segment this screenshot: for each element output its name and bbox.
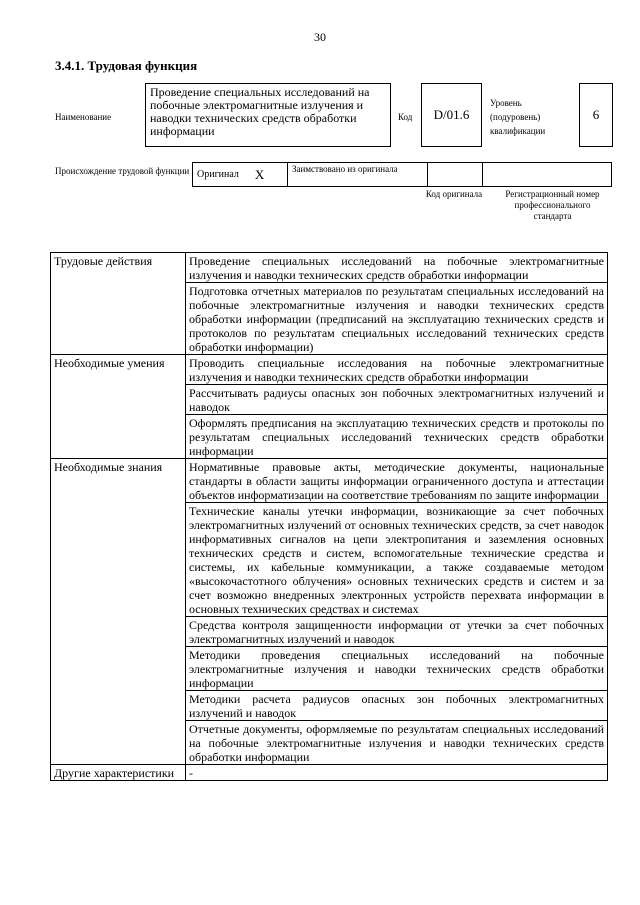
- category-cell: Другие характеристики: [51, 765, 186, 781]
- item-cell: -: [186, 765, 608, 781]
- table-row: [51, 253, 608, 283]
- item-cell: Отчетные документы, оформляемые по результатам специальных исследований на побочные электромагнитные излучения и наводки технических средств обработки информации: [186, 721, 608, 765]
- origin-original-cell: [193, 163, 288, 186]
- origin-label: Происхождение трудовой функции: [55, 166, 190, 176]
- item-cell: Рассчитывать радиусы опасных зон побочных электромагнитных излучений и наводок: [186, 385, 608, 415]
- level-value: 6: [579, 83, 613, 147]
- level-label: Уровень (подуровень) квалификации: [490, 98, 546, 136]
- item-cell: Средства контроля защищенности информации от утечки за счет побочных электромагнитных излучений и наводок: [186, 617, 608, 647]
- item-cell: Оформлять предписания на эксплуатацию технических средств и протоколы по результатам специальных исследований технических средств обработки информации: [186, 415, 608, 459]
- borrowed-label: Заимствовано из оригинала: [292, 164, 398, 174]
- item-cell: Проводить специальные исследования на побочные электромагнитные излучения и наводки технических средств обработки информации: [186, 355, 608, 385]
- original-label: Оригинал: [197, 169, 239, 180]
- function-name: Проведение специальных исследований на побочные электромагнитные излучения и наводки технических средств обработки информации: [145, 83, 391, 147]
- origin-reg-cell: [483, 163, 611, 186]
- original-mark: X: [254, 166, 265, 182]
- function-table: [50, 252, 608, 781]
- code-value: D/01.6: [421, 83, 482, 147]
- item-cell: Методики расчета радиусов опасных зон побочных электромагнитных излучений и наводок: [186, 691, 608, 721]
- table-row: [51, 765, 608, 781]
- table-row: [51, 459, 608, 503]
- code-label: Код: [398, 112, 413, 122]
- section-title: 3.4.1. Трудовая функция: [55, 58, 198, 73]
- item-cell: Проведение специальных исследований на побочные электромагнитные излучения и наводки технических средств обработки информации: [186, 253, 608, 283]
- page-number: 30: [314, 30, 326, 44]
- code-caption: Код оригинала: [425, 189, 483, 199]
- item-cell: Подготовка отчетных материалов по результатам специальных исследований на побочные электромагнитные излучения и наводки технических средств обработки информации (предписаний на эксплуатацию технических средств и протоколов по результатам специальных исследований технических средств обработки информации): [186, 283, 608, 355]
- item-cell: Методики проведения специальных исследований на побочные электромагнитные излучения и наводки технических средств обработки информации: [186, 647, 608, 691]
- item-cell: Нормативные правовые акты, методические документы, национальные стандарты в области защиты информации ограниченного доступа и аттестации объектов информатизации на соответствие требованиям по защите информации: [186, 459, 608, 503]
- item-cell: Технические каналы утечки информации, возникающие за счет побочных электромагнитных излучений от основных технических средств, за счет наводок информативных сигналов на цепи электропитания и заземления основных технических средств и систем, вспомогательные технические средства и системы, их кабельные коммуникации, а также создаваемые методом «высокочастотного облучения» основных технических средств и систем и за счет возможно внедренных электронных устройств перехвата информации в основных технических средствах и системах: [186, 503, 608, 617]
- reg-caption: Регистрационный номер профессионального стандарта: [505, 189, 600, 221]
- origin-row: [192, 162, 612, 187]
- origin-borrowed-cell: [288, 163, 428, 186]
- name-label: Наименование: [55, 112, 112, 122]
- category-cell: Трудовые действия: [51, 253, 186, 355]
- origin-code-cell: [428, 163, 483, 186]
- table-row: [51, 355, 608, 385]
- category-cell: Необходимые умения: [51, 355, 186, 459]
- category-cell: Необходимые знания: [51, 459, 186, 765]
